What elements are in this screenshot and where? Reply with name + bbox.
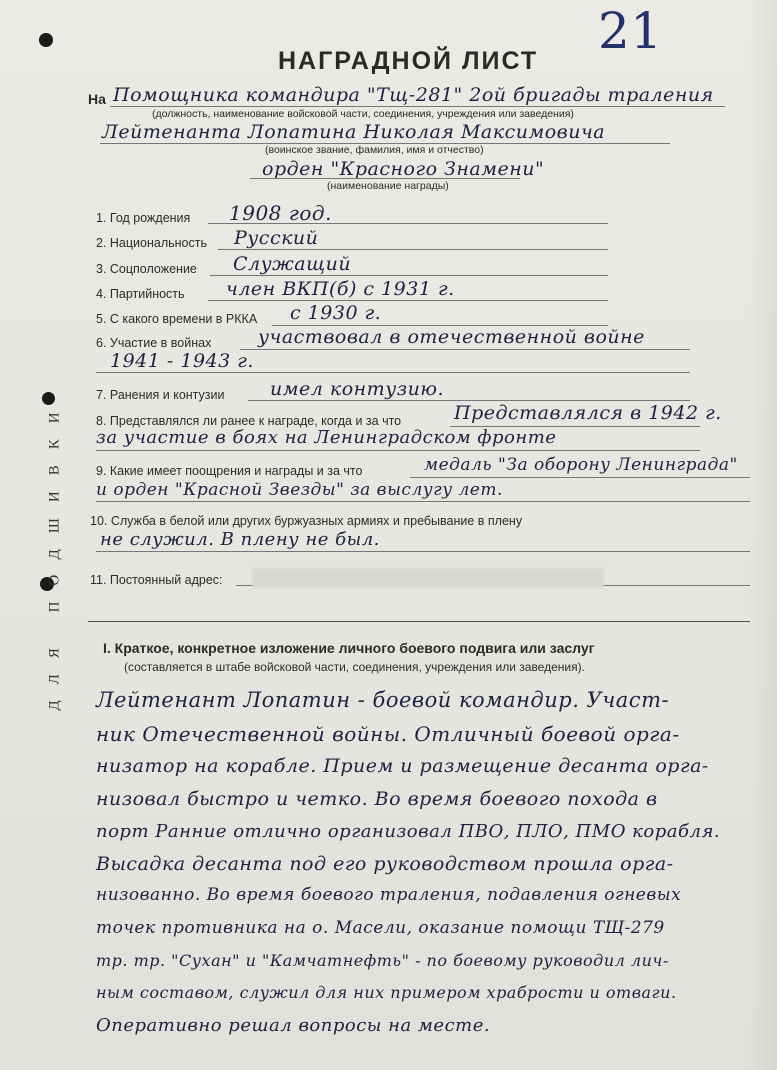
field-value-war-participation: участвовал в отечественной войне [258,326,645,348]
section-subheading: (составляется в штабе войсковой части, соединения, учреждения или заведения). [124,660,585,674]
position-handwritten: Помощника командира "Тщ-281" 2ой бригады траления [113,84,714,106]
name-handwritten: Лейтенанта Лопатина Николая Максимовича [102,121,606,143]
field-label-address: 11. Постоянный адрес: [90,573,223,587]
field-label-rkka-since: 5. С какого времени в РККА [96,312,258,326]
field-label-decorations: 9. Какие имеет поощрения и награды и за что [96,464,363,478]
field-value-rkka-since: с 1930 г. [290,302,382,324]
address-redaction [252,568,604,588]
name-caption: (воинское звание, фамилия, имя и отчество) [265,144,484,156]
narrative-line-5: порт Ранние отлично организовал ПВО, ПЛО, ПМО корабля. [96,821,721,842]
corner-number: 21 [598,2,663,60]
field-value-decorations: медаль "За оборону Ленинграда" [424,455,738,475]
field-line-nationality [218,249,608,250]
field-line-social-status [210,275,608,276]
narrative-line-8: точек противника на о. Масели, оказание помощи ТЩ-279 [96,918,665,938]
field-value-previous-awards-2: за участие в боях на Ленинградском фронте [96,427,557,448]
field-line-party [208,300,608,301]
narrative-line-2: ник Отечественной войны. Отличный боевой орга- [96,722,680,746]
na-label: На [88,91,106,107]
field-value-decorations-2: и орден "Красной Звезды" за выслугу лет. [96,480,503,500]
position-caption: (должность, наименование войсковой части, соединения, учреждения или заведения) [152,108,574,120]
section-heading: I. Краткое, конкретное изложение личного боевого подвига или заслуг [103,640,595,656]
narrative-line-9: тр. тр. "Сухан" и "Камчатнефть" - по боевому руководил лич- [96,951,669,970]
field-label-nationality: 2. Национальность [96,236,207,250]
narrative-line-1: Лейтенант Лопатин - боевой командир. Участ- [96,688,670,712]
field-value-white-army: не служил. В плену не был. [100,529,380,550]
field-line-decorations [410,477,750,478]
field-value-party: член ВКП(б) с 1931 г. [226,278,455,300]
award-line [250,178,520,179]
page-title: НАГРАДНОЙ ЛИСТ [278,47,539,75]
field-line-wounds [248,400,690,401]
narrative-line-4: низовал быстро и четко. Во время боевого похода в [96,788,658,810]
field-line-decorations-2 [96,501,750,502]
field-label-social-status: 3. Соцположение [96,262,197,276]
field-line-war-participation [240,349,690,350]
award-handwritten: орден "Красного Знамени" [262,158,545,180]
field-label-party: 4. Партийность [96,287,185,301]
field-value-nationality: Русский [234,227,319,249]
page-fold-shadow [748,0,777,1070]
field-line-previous-awards-2 [96,450,700,451]
narrative-line-7: низованно. Во время боевого траления, подавления огневых [96,885,682,905]
narrative-line-11: Оперативно решал вопросы на месте. [96,1015,491,1036]
field-label-previous-awards: 8. Представлялся ли ранее к награде, когда и за что [96,414,402,428]
field-label-white-army: 10. Служба в белой или других буржуазных армиях и пребывание в плену [90,514,523,528]
field-label-wounds: 7. Ранения и контузии [96,388,225,402]
field-label-war-participation: 6. Участие в войнах [96,336,212,350]
field-line-white-army [96,551,750,552]
section-separator [88,621,750,622]
award-caption: (наименование награды) [327,180,449,192]
binder-hole-top [39,33,53,47]
field-label-birth-year: 1. Год рождения [96,211,191,225]
field-line-birth-year [208,223,608,224]
position-line [110,106,725,107]
narrative-line-10: ным составом, служил для них примером храбрости и отваги. [96,983,677,1002]
field-value-war-years: 1941 - 1943 г. [110,350,254,372]
field-value-social-status: Служащий [233,253,352,275]
field-value-wounds: имел контузию. [270,378,445,400]
field-line-war-years [96,372,690,373]
narrative-line-3: низатор на корабле. Прием и размещение десанта орга- [96,755,709,777]
narrative-line-6: Высадка десанта под его руководством прошла орга- [96,853,674,875]
field-value-birth-year: 1908 год. [229,201,332,225]
side-binding-label: ДЛЯ ПОДШИВКИ [46,396,63,711]
field-value-previous-awards: Представлялся в 1942 г. [454,402,722,424]
